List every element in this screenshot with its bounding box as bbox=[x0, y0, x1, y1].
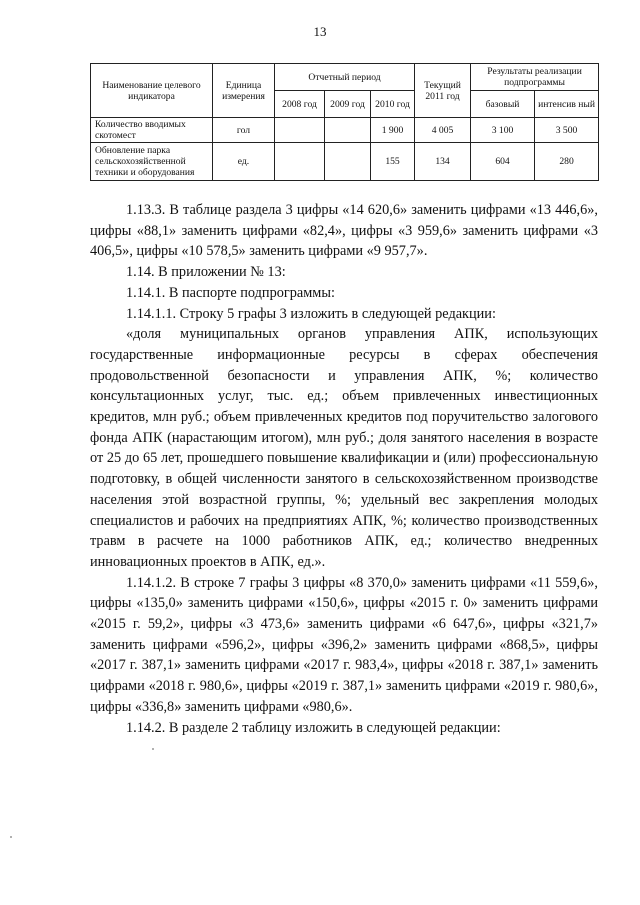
header-year-2010: 2010 год bbox=[371, 91, 415, 118]
page-number: 13 bbox=[313, 24, 327, 39]
row-2-current: 134 bbox=[415, 143, 471, 181]
row-1-basic: 3 100 bbox=[471, 118, 535, 143]
table-row bbox=[91, 118, 599, 143]
row-1-2009 bbox=[325, 118, 371, 143]
header-current-year: Текущий 2011 год bbox=[415, 64, 471, 118]
header-intensive: интенсив ный bbox=[535, 91, 599, 118]
header-unit: Единица измерения bbox=[213, 64, 275, 118]
table-row bbox=[91, 143, 599, 181]
header-year-2008: 2008 год bbox=[275, 91, 325, 118]
row-2-unit: ед. bbox=[213, 143, 275, 181]
header-results: Результаты реализации подпрограммы bbox=[471, 64, 599, 91]
paragraph-1-13-3: 1.13.3. В таблице раздела 3 цифры «14 620,6» заменить цифрами «13 446,6», цифры «88,1» заменить цифрами «82,4», цифры «3 959,6» заменить цифрами «3 406,5», цифры «10 578,5» заменить цифрами «9 957,7». bbox=[90, 202, 598, 260]
row-1-2008 bbox=[275, 118, 325, 143]
paragraph-1-14-1-2: 1.14.1.2. В строке 7 графы 3 цифры «8 370,0» заменить цифрами «11 559,6», цифры «135,0» заменить цифрами «150,6», цифры «2015 г. 0» заменить цифрами «2015 г. 59,2», цифры «3 473,6» заменить цифрами «6 647,6», цифры «321,7» заменить цифрами «596,2», цифры «396,2» заменить цифрами «868,5», цифры «2017 г. 387,1» заменить цифрами «2017 г. 983,4», цифры «2018 г. 387,1» заменить цифрами «2018 г. 980,6», цифры «2019 г. 387,1» заменить цифрами «2019 г. 980,6», цифры «336,8» заменить цифрами «980,6». bbox=[90, 574, 598, 715]
quoted-indicator-list: «доля муниципальных органов управления АПК, использующих государственные информационные ресурсы в сферах обеспечения продовольственной безопасности и управления АПК, %; количество консультационных услуг, тыс. ед.; объем привлеченных инвестиционных кредитов, млн руб.; объем привлеченных кредитов под поручительство залогового фонда АПК (нарастающим итогом), млн руб.; доля занятого населения в возрасте от 25 до 65 лет, прошедшего повышение квалификации и (или) профессиональную подготовку, в общей численности занятого в сельскохозяйственном производстве населения этой возрастной группы, %; удельный вес закрепления молодых специалистов и рабочих на предприятиях АПК, %; количество производственных травм в расчете на 1000 работников АПК, ед.; количество внедренных инновационных проектов в АПК, ед.». bbox=[90, 326, 598, 570]
row-1-current: 4 005 bbox=[415, 118, 471, 143]
table-header-row bbox=[91, 64, 599, 91]
header-basic: базовый bbox=[471, 91, 535, 118]
row-1-unit: гол bbox=[213, 118, 275, 143]
row-2-name: Обновление парка сельскохозяйственной техники и оборудования bbox=[91, 143, 213, 181]
header-reporting-period: Отчетный период bbox=[275, 64, 415, 91]
indicators-table bbox=[90, 63, 599, 181]
paragraph-1-14: 1.14. В приложении № 13: bbox=[126, 264, 286, 281]
paragraph-1-14-1: 1.14.1. В паспорте подпрограммы: bbox=[126, 284, 335, 301]
scan-speck bbox=[152, 748, 154, 750]
row-1-name: Количество вводимых скотомест bbox=[91, 118, 213, 143]
paragraph-1-14-2: 1.14.2. В разделе 2 таблицу изложить в следующей редакции: bbox=[126, 719, 501, 736]
row-2-2009 bbox=[325, 143, 371, 181]
row-2-2010: 155 bbox=[371, 143, 415, 181]
scan-speck bbox=[10, 836, 12, 838]
header-indicator-name: Наименование целевого индикатора bbox=[91, 64, 213, 118]
row-1-2010: 1 900 bbox=[371, 118, 415, 143]
row-2-intensive: 280 bbox=[535, 143, 599, 181]
document-body bbox=[90, 200, 598, 738]
row-2-2008 bbox=[275, 143, 325, 181]
row-2-basic: 604 bbox=[471, 143, 535, 181]
row-1-intensive: 3 500 bbox=[535, 118, 599, 143]
paragraph-1-14-1-1: 1.14.1.1. Строку 5 графы 3 изложить в следующей редакции: bbox=[126, 305, 496, 322]
header-year-2009: 2009 год bbox=[325, 91, 371, 118]
